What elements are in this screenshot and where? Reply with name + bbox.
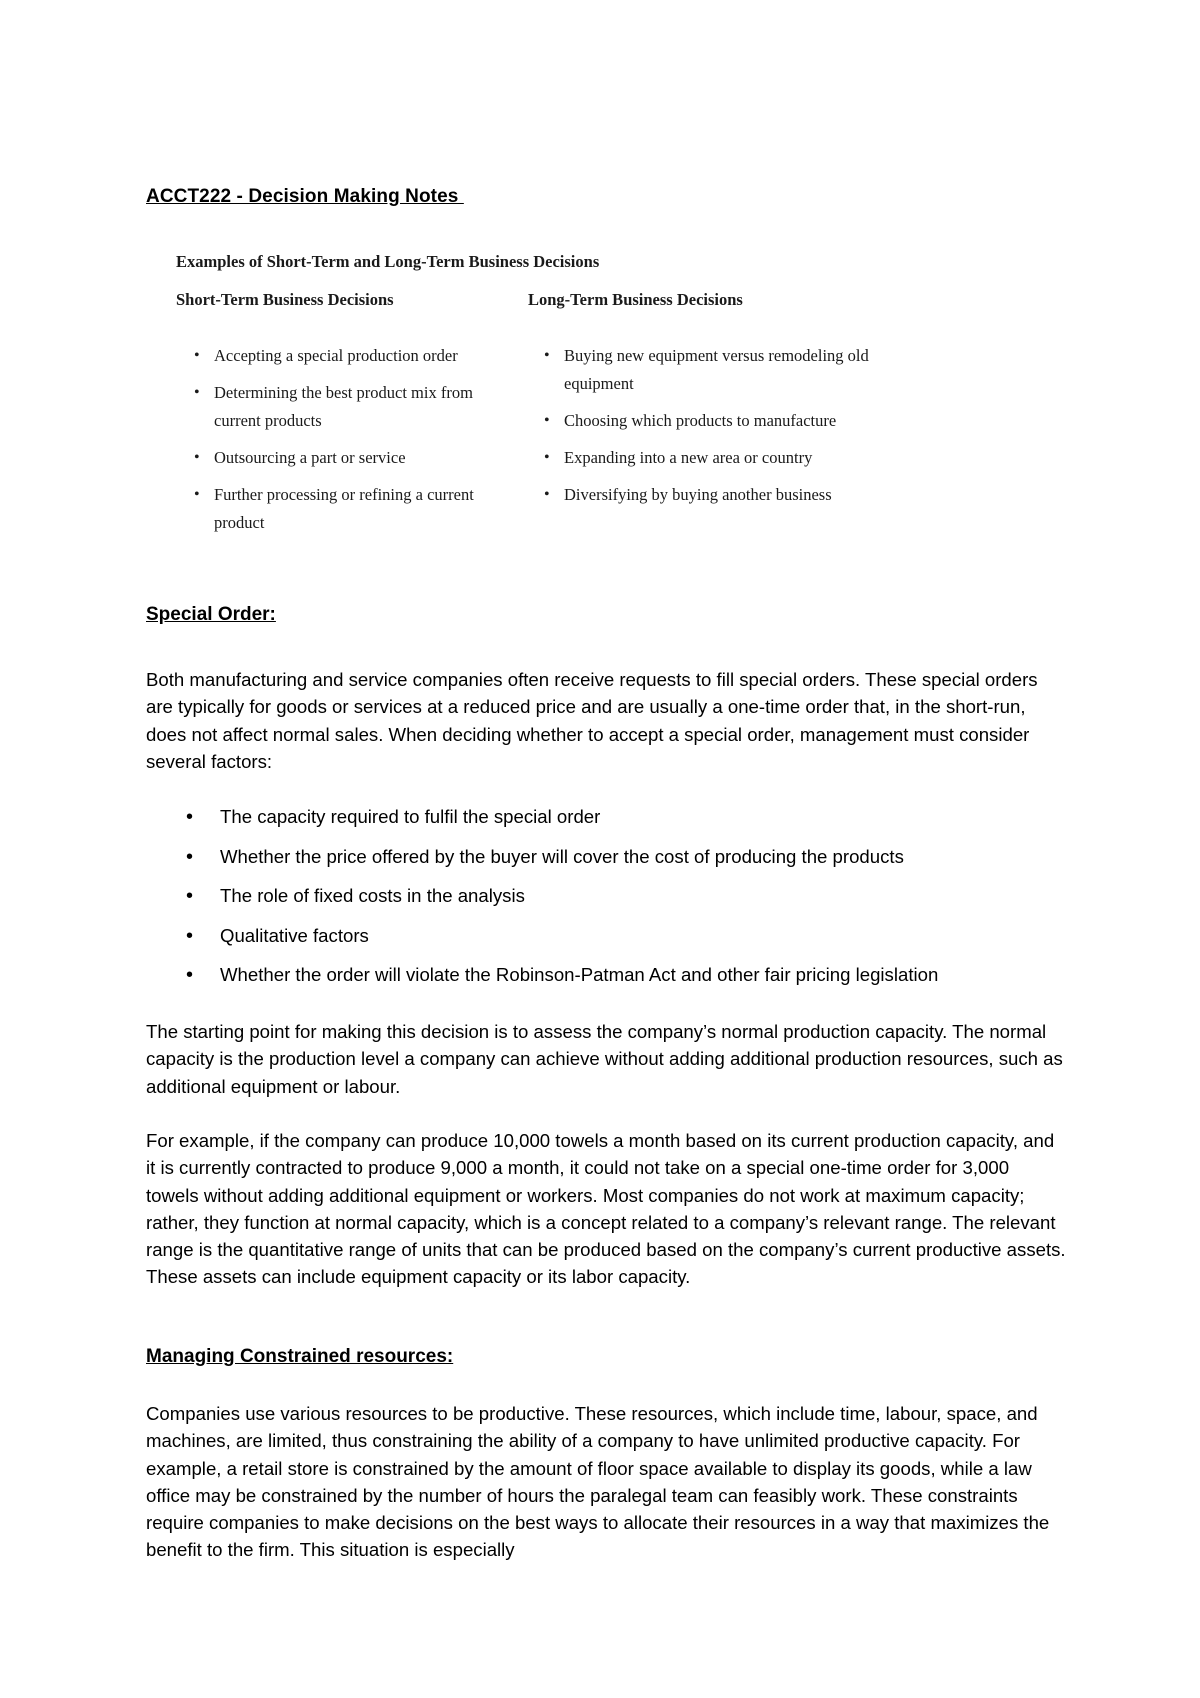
list-item: • Expanding into a new area or country — [542, 444, 912, 472]
long-term-list — [542, 342, 912, 518]
list-item: • Whether the order will violate the Robinson-Patman Act and other fair pricing legislation — [146, 961, 1066, 1001]
decision-examples-figure — [176, 252, 936, 552]
long-term-heading: Long-Term Business Decisions — [528, 290, 743, 309]
list-item: • Qualitative factors — [146, 922, 1066, 962]
list-item: • Determining the best product mix from current products — [192, 379, 512, 435]
constrained-resources-paragraph: Companies use various resources to be productive. These resources, which include time, labour, space, and machines, are limited, thus constraining the ability of a company to have unlimited productive capacity. For example, a retail store is constrained by the amount of floor space available to display its goods, while a law office may be constrained by the number of hours the paralegal team can feasibly work. These constraints require companies to make decisions on the best ways to allocate their resources in a way that maximizes the benefit to the firm. This situation is especially — [146, 1403, 1050, 1561]
example-paragraph: For example, if the company can produce 10,000 towels a month based on its current production capacity, and it is currently contracted to produce 9,000 a month, it could not take on a special one-time order for 3,000 towels without adding additional equipment or workers. Most companies do not work at maximum capacity; rather, they function at normal capacity, which is a concept related to a company’s relevant range. The relevant range is the quantitative range of units that can be produced based on the company’s current productive assets. These assets can include equipment capacity or its labor capacity. — [146, 1130, 1066, 1288]
special-order-intro: Both manufacturing and service companies often receive requests to fill special orders. These special orders are typically for goods or services at a reduced price and are usually a one-time order that, in the short-run, does not affect normal sales. When deciding whether to accept a special order, management must consider several factors: — [146, 669, 1038, 772]
list-item: • Whether the price offered by the buyer will cover the cost of producing the products — [146, 843, 1066, 883]
list-item: • Buying new equipment versus remodeling old equipment — [542, 342, 912, 398]
short-term-heading: Short-Term Business Decisions — [176, 290, 394, 309]
list-item: • Outsourcing a part or service — [192, 444, 512, 472]
list-item: • Diversifying by buying another business — [542, 481, 912, 509]
list-item: • The capacity required to fulfil the special order — [146, 803, 1066, 843]
document-title: ACCT222 - Decision Making Notes — [146, 186, 464, 207]
list-item: • Choosing which products to manufacture — [542, 407, 912, 435]
list-item: • Further processing or refining a current product — [192, 481, 512, 537]
special-order-factors — [146, 803, 1066, 1001]
figure-title: Examples of Short-Term and Long-Term Business Decisions — [176, 252, 600, 271]
list-item: • Accepting a special production order — [192, 342, 512, 370]
special-order-heading: Special Order: — [146, 604, 276, 625]
constrained-resources-heading: Managing Constrained resources: — [146, 1346, 454, 1367]
short-term-list — [192, 342, 512, 546]
capacity-paragraph: The starting point for making this decision is to assess the company’s normal production capacity. The normal capacity is the production level a company can achieve without adding additional production resources, such as additional equipment or labour. — [146, 1021, 1063, 1097]
list-item: • The role of fixed costs in the analysis — [146, 882, 1066, 922]
